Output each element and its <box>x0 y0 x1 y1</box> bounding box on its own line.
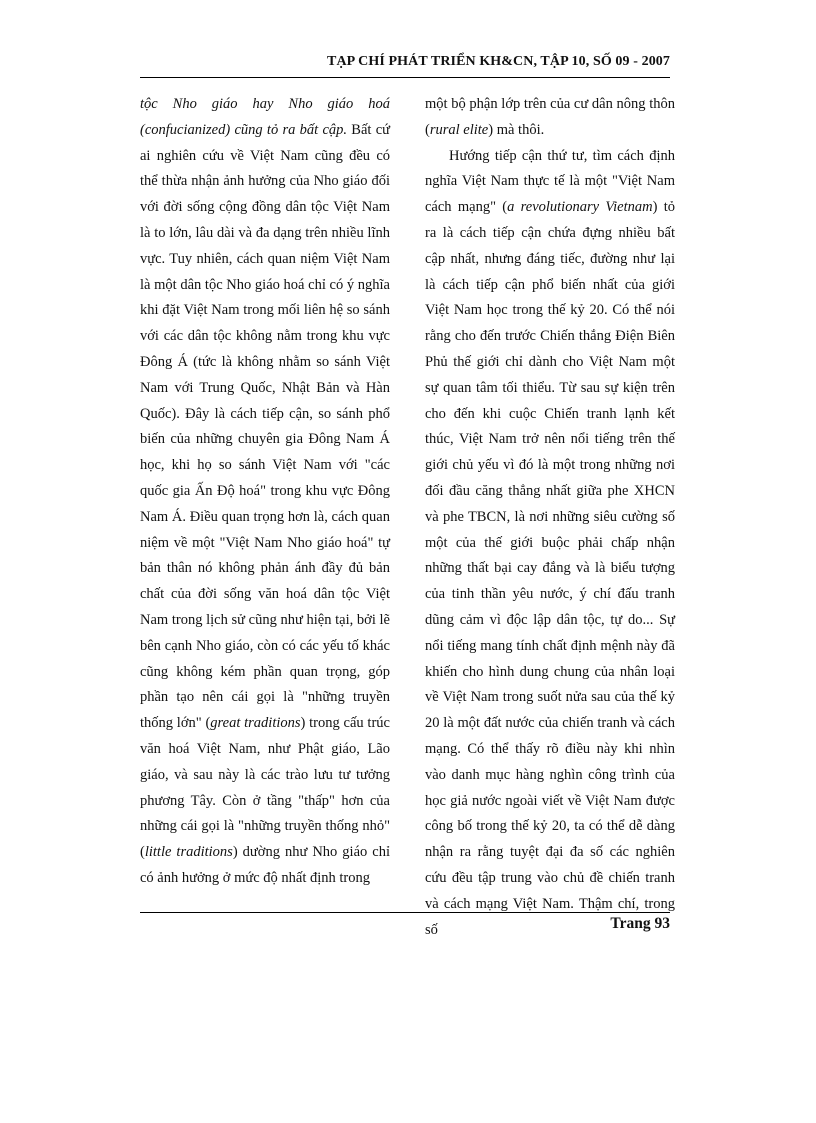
body-text: ) tỏ ra là cách tiếp cận chứa đựng nhiều bất cập nhất, nhưng đáng tiếc, đường như lại là cách tiếp cận phổ biến nhất của giới Việt Nam học trong thế kỷ 20. Có thể nói rằng cho đến trước Chiến thắng Điện Biên Phủ thế giới chỉ dành cho Việt Nam một sự quan tâm tối thiểu. Từ sau sự kiện trên cho đến khi cuộc Chiến tranh lạnh kết thúc, Việt Nam trở nên nổi tiếng trên thế giới chủ yếu vì đó là một trong những nơi đối đầu căng thẳng nhất giữa phe XHCN và phe TBCN, là nơi những siêu cường số một của thế giới buộc phải chấp nhận những thất bại cay đắng và là biểu tượng của tinh thần yêu nước, ý chí đấu tranh dũng cảm vì độc lập dân tộc, tự do... Sự nổi tiếng mang tính chất định mệnh này đã khiến cho hình dung chung của nhân loại về Việt Nam trong suốt nửa sau của thế kỷ 20 là một đất nước của chiến tranh và cách mạng. Có thể thấy rõ điều này khi nhìn vào danh mục hàng nghìn công trình của học giả nước ngoài viết về Việt Nam được công bố trong thế kỷ 20, ta có thể dễ dàng nhận ra rằng tuyệt đại đa số các nghiên cứu đều tập trung vào chủ đề chiến tranh và cách mạng Việt Nam. Thậm chí, trong số <box>425 199 675 938</box>
right-column <box>425 92 675 943</box>
italic-term: little traditions <box>144 844 233 861</box>
italic-term: a revolutionary Vietnam <box>507 199 653 216</box>
right-paragraph-2 <box>425 144 675 944</box>
body-text: ) mà thôi. <box>488 121 545 138</box>
italic-phrase: tộc Nho giáo hay Nho giáo hoá (confucianized) cũng tỏ ra bất cập. <box>140 96 390 138</box>
body-text: Hướng tiếp cận thứ tư, tìm cách định nghĩa Việt Nam thực tế là một "Việt Nam cách mạng" ( <box>425 147 675 216</box>
right-paragraph-1 <box>425 92 675 144</box>
header-rule <box>140 77 670 78</box>
italic-term: rural elite <box>429 121 489 138</box>
page-number: Trang 93 <box>610 915 670 932</box>
left-column <box>140 92 390 892</box>
journal-header: TẠP CHÍ PHÁT TRIỂN KH&CN, TẬP 10, SỐ 09 - 2007 <box>327 54 670 69</box>
body-text: ) dường như Nho giáo chỉ có ảnh hưởng ở mức độ nhất định trong <box>140 844 390 886</box>
italic-term: great traditions <box>210 715 301 732</box>
body-text: một bộ phận lớp trên của cư dân nông thôn ( <box>425 96 675 138</box>
body-text: Bất cứ ai nghiên cứu về Việt Nam cũng đều có thể thừa nhận ảnh hưởng của Nho giáo đối với đời sống cộng đồng dân tộc Việt Nam là to lớn, lâu dài và đa dạng trên nhiều lĩnh vực. Tuy nhiên, cách quan niệm Việt Nam là một dân tộc Nho giáo hoá chỉ có ý nghĩa khi đặt Việt Nam trong mối liên hệ so sánh với các dân tộc không nằm trong khu vực Đông Á (tức là không nhằm so sánh Việt Nam với Trung Quốc, Nhật Bản và Hàn Quốc). Đây là cách tiếp cận, so sánh phổ biến của những chuyên gia Đông Nam Á học, khi họ so sánh Việt Nam với "các quốc gia Ấn Độ hoá" trong khu vực Đông Nam Á. Điều quan trọng hơn là, cách quan niệm về một "Việt Nam Nho giáo hoá" tự bản thân nó không phản ánh đầy đủ bản chất của đời sống văn hoá dân tộc Việt Nam trong lịch sử cũng như hiện tại, bởi lẽ bên cạnh Nho giáo, còn có các yếu tố khác cũng không kém phần quan trọng, góp phần tạo nên cái gọi là "những truyền thống lớn" ( <box>140 121 390 732</box>
body-text: ) trong cấu trúc văn hoá Việt Nam, như Phật giáo, Lão giáo, và sau này là các trào lưu tư tưởng phương Tây. Còn ở tầng "thấp" hơn của những cái gọi là "những truyền thống nhỏ" ( <box>140 715 390 861</box>
footer-rule <box>140 912 670 913</box>
left-paragraph-1 <box>140 92 390 892</box>
